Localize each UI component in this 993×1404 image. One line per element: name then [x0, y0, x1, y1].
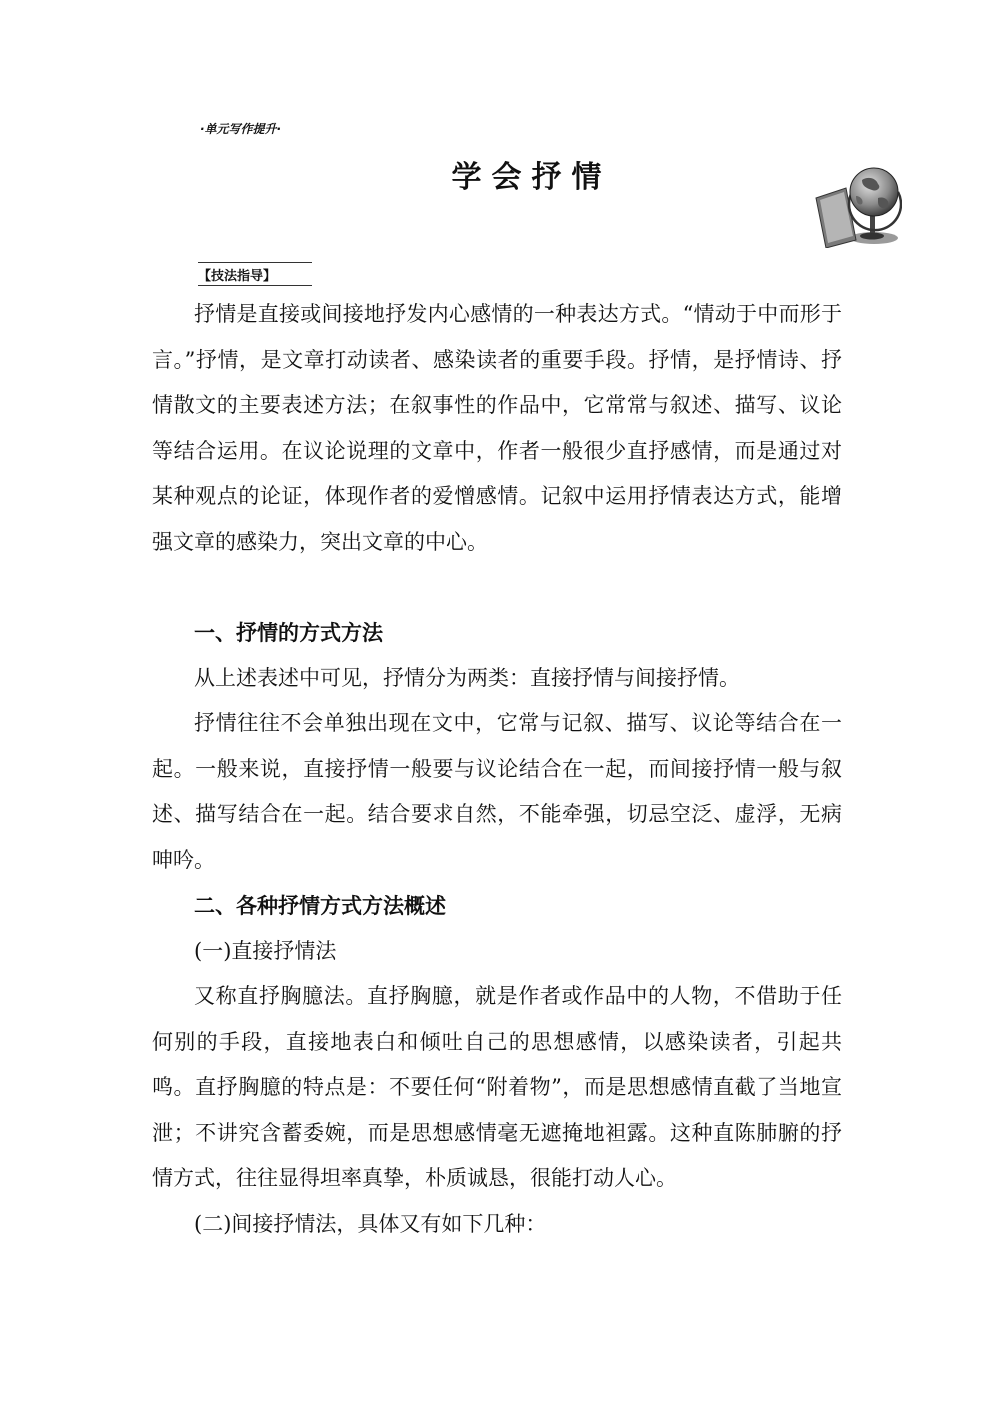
document-body: [152, 292, 842, 1247]
paragraph-gap: [152, 565, 842, 610]
section-label: 【技法指导】: [198, 269, 277, 284]
page-title: 学会抒情: [451, 160, 612, 195]
section2-paragraph-1: 又称直抒胸臆法。直抒胸臆，就是作者或作品中的人物，不借助于任何别的手段，直接地表白和倾吐自己的思想感情，以感染读者，引起共鸣。直抒胸臆的特点是：不要任何“附着物”，而是思想感情直截了当地宣泄；不讲究含蓄委婉，而是思想感情毫无遮掩地袒露。这种直陈肺腑的抒情方式，往往显得坦率真挚，朴质诚恳，很能打动人心。: [152, 984, 842, 1190]
section1-paragraph-2: 抒情往往不会单独出现在文中，它常与记叙、描写、议论等结合在一起。一般来说，直接抒情一般要与议论结合在一起，而间接抒情一般与叙述、描写结合在一起。结合要求自然，不能牵强，切忌空泛、虚浮，无病呻吟。: [152, 711, 842, 872]
globe-book-illustration: [812, 162, 902, 248]
header-tag: ·单元写作提升·: [200, 122, 282, 136]
section1-heading: 一、抒情的方式方法: [194, 620, 383, 645]
section2-subheading-1: (一)直接抒情法: [194, 938, 337, 963]
section2-subheading-2: (二)间接抒情法，具体又有如下几种：: [194, 1211, 547, 1236]
section-label-box: [198, 262, 312, 286]
intro-paragraph: 抒情是直接或间接地抒发内心感情的一种表达方式。“情动于中而形于言。”抒情，是文章打动读者、感染读者的重要手段。抒情，是抒情诗、抒情散文的主要表述方法；在叙事性的作品中，它常常与叙述、描写、议论等结合运用。在议论说理的文章中，作者一般很少直抒感情，而是通过对某种观点的论证，体现作者的爱憎感情。记叙中运用抒情表达方式，能增强文章的感染力，突出文章的中心。: [152, 302, 842, 554]
section2-heading: 二、各种抒情方式方法概述: [194, 893, 446, 918]
section1-paragraph-1: 从上述表述中可见，抒情分为两类：直接抒情与间接抒情。: [194, 665, 740, 690]
globe-icon: [812, 162, 902, 248]
